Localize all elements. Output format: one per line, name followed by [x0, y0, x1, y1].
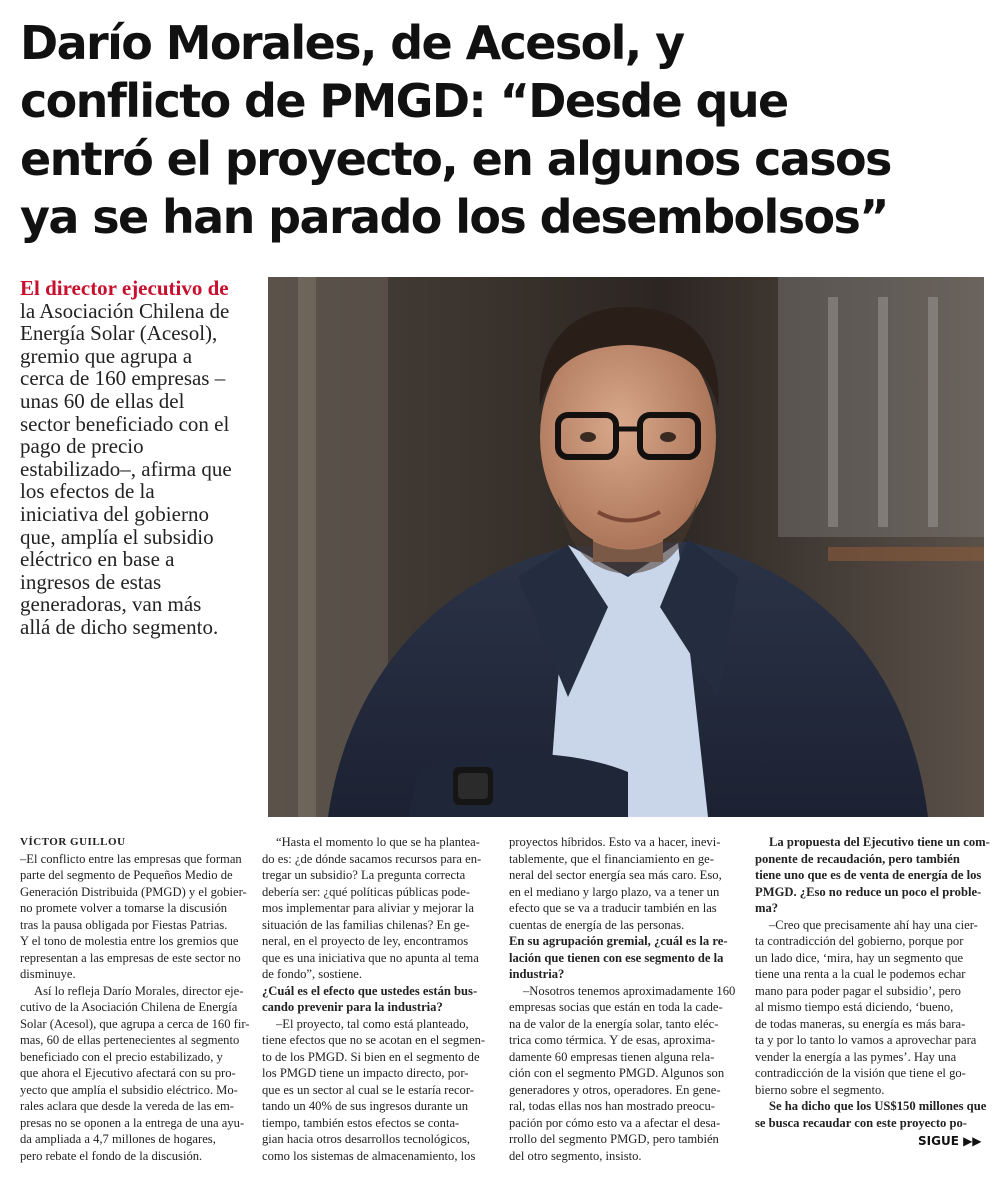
article-line: tando un 40% de sus ingresos durante un — [262, 1099, 469, 1113]
article-line: cuentas de energía de las personas. — [509, 917, 685, 932]
article-line: tregar un subsidio? La pregunta correcta — [262, 868, 466, 882]
article-line: al mismo tiempo está diciendo, ‘bueno, — [755, 1000, 954, 1014]
article-line: pación por cómo esto va a afectar el desa- — [509, 1115, 721, 1130]
article-line: parte del segmento de Pequeños Medio de — [20, 868, 233, 882]
article-line: como los sistemas de almacenamiento, los — [262, 1148, 476, 1163]
article-line: –Creo que precisamente ahí hay una cier- — [769, 917, 978, 932]
lead-line: allá de dicho segmento. — [20, 614, 219, 639]
article-line: ta y por lo tanto lo vamos a aprovechar para — [755, 1033, 977, 1047]
lead-line: pago de precio — [20, 434, 144, 459]
article-line: tiempo, también estos efectos se conta- — [262, 1115, 460, 1130]
question-line: cando prevenir para la industria? — [262, 1000, 443, 1014]
lead-line: iniciativa del gobierno — [20, 501, 209, 526]
article-line: da ampliada a 4,7 millones de hogares, — [20, 1132, 216, 1146]
continue-label: SIGUE ▶▶ — [918, 1134, 982, 1148]
lead-line: ingresos de estas — [20, 569, 162, 594]
question-line: se busca recaudar con este proyecto po- — [755, 1115, 967, 1130]
article-line: tablemente, que el financiamiento en ge- — [509, 851, 714, 866]
lead-line: unas 60 de ellas del — [20, 388, 185, 413]
lead-line: gremio que agrupa a — [20, 343, 193, 368]
article-line: tiene una renta a la cual le podemos echar — [755, 967, 966, 981]
lead-paragraph — [20, 277, 260, 639]
lead-line: cerca de 160 empresas – — [20, 366, 226, 391]
article-line: cutivo de la Asociación Chilena de Energía — [20, 1000, 238, 1014]
byline: VÍCTOR GUILLOU — [20, 836, 126, 848]
article-line: beneficiado con el precio estabilizado, y — [20, 1049, 223, 1064]
article-line: debería ser: ¿qué políticas públicas pode- — [262, 884, 471, 899]
article-line: de fondo”, sostiene. — [262, 967, 363, 981]
question-line: industria? — [509, 967, 565, 981]
lead-line: generadoras, van más — [20, 592, 202, 617]
article-line: situación de las familias chilenas? En ge- — [262, 917, 470, 932]
question-line: ¿Cuál es el efecto que ustedes están bus- — [262, 983, 478, 998]
article-line: mos implementar para aliviar y mejorar la — [262, 901, 474, 915]
article-line: pero rebate el fondo de la discusión. — [20, 1148, 203, 1163]
article-line: Y el tono de molestia entre los gremios que — [20, 934, 239, 948]
lead-line: eléctrico en base a — [20, 547, 175, 572]
article-line: que es una iniciativa que no apunta al tema — [262, 950, 479, 965]
article-line: na de valor de la energía solar, tanto eléc- — [509, 1016, 719, 1031]
lead-line: estabilizado–, afirma que — [20, 456, 232, 481]
article-line: generadores y otros, operadores. En gene- — [509, 1082, 721, 1097]
question-line: tiene uno que es de venta de energía de los — [755, 868, 982, 882]
headline-line: entró el proyecto, en algunos casos — [20, 132, 891, 186]
article-line: gian hacia otros desarrollos tecnológicos, — [262, 1132, 471, 1146]
question-line: La propuesta del Ejecutivo tiene un com- — [769, 835, 990, 849]
article-line: un lado dice, ‘mira, hay un segmento que — [755, 950, 964, 965]
article-line: tiene efectos que no se acotan en el segmen- — [262, 1033, 486, 1047]
article-column-2 — [262, 834, 494, 1164]
question-line: En su agrupación gremial, ¿cuál es la re- — [509, 934, 728, 948]
article-line: no promete volver a tomarse la discusión — [20, 901, 228, 915]
article-line: Generación Distribuida (PMGD) y el gobier- — [20, 884, 247, 899]
article-line: Solar (Acesol), que agrupa a cerca de 160 fir- — [20, 1016, 250, 1031]
article-line: en el mediano y largo plazo, va a tener un — [509, 884, 720, 899]
article-line: “Hasta el momento lo que se ha plantea- — [276, 835, 480, 849]
headline — [20, 14, 980, 246]
article-line: –El conflicto entre las empresas que forman — [20, 851, 242, 866]
article-line: representan a las empresas de este sector no — [20, 950, 241, 965]
article-line: los PMGD tiene un impacto directo, por- — [262, 1066, 469, 1080]
article-column-4 — [755, 834, 990, 1131]
headline-line: conflicto de PMGD: “Desde que — [20, 74, 788, 128]
question-line: ponente de recaudación, pero también — [755, 851, 960, 866]
article-line: do es: ¿de dónde sacamos recursos para en- — [262, 851, 482, 866]
article-line: ral, todas ellas nos han mostrado preocu- — [509, 1099, 715, 1113]
article-line: trica como térmica. Y de esas, aproxima- — [509, 1033, 716, 1047]
article-column-1 — [20, 834, 252, 1164]
article-line: que es un sector al cual se le estaría recor- — [262, 1082, 474, 1097]
article-line: Así lo refleja Darío Morales, director eje- — [34, 983, 244, 998]
article-line: proyectos híbridos. Esto va a hacer, inevi- — [509, 835, 721, 849]
lead-line: que, amplía el subsidio — [20, 524, 214, 549]
question-line: lación que tienen con ese segmento de la — [509, 950, 724, 965]
article-line: to de los PMGD. Si bien en el segmento de — [262, 1049, 480, 1064]
article-line: rales aclara que desde la vereda de las em- — [20, 1099, 234, 1113]
article-line: neral, en el proyecto de ley, encontramos — [262, 934, 469, 948]
article-line: ta contradicción del gobierno, porque por — [755, 934, 964, 948]
article-line: efecto que se va a traducir también en las — [509, 901, 717, 915]
question-line: ma? — [755, 901, 779, 915]
lead-in: El director ejecutivo de — [20, 276, 229, 300]
article-line: disminuye. — [20, 967, 76, 981]
portrait-illustration — [268, 277, 984, 817]
article-line: mano para poder pagar el subsidio’, pero — [755, 983, 961, 998]
article-line: mas, 60 de ellas pertenecientes al segmento — [20, 1033, 240, 1047]
article-line: yecto que amplía el subsidio eléctrico. Mo- — [20, 1082, 238, 1097]
headline-line: ya se han parado los desembolsos” — [20, 190, 888, 244]
article-line: que ahora el Ejecutivo afectará con su pro- — [20, 1066, 236, 1080]
article-line: neral del sector energía sea más caro. Eso, — [509, 868, 722, 882]
portrait-photo — [268, 277, 984, 817]
question-line: PMGD. ¿Eso no reduce un poco el proble- — [755, 884, 982, 899]
article-line: ción con el segmento PMGD. Algunos son — [509, 1066, 725, 1080]
lead-line: la Asociación Chilena de — [20, 298, 230, 323]
article-line: bierno sobre el segmento. — [755, 1082, 885, 1097]
article-line: del otro segmento, insisto. — [509, 1148, 642, 1163]
article-line: –El proyecto, tal como está planteado, — [276, 1016, 469, 1031]
article-line: contradicción de la visión que tiene el go- — [755, 1066, 966, 1080]
lead-line: sector beneficiado con el — [20, 411, 230, 436]
headline-line: Darío Morales, de Acesol, y — [20, 16, 684, 70]
article-line: de todas maneras, su energía es más bara- — [755, 1016, 966, 1031]
article-line: damente 60 empresas tienen alguna rela- — [509, 1049, 715, 1064]
question-line: Se ha dicho que los US$150 millones que — [769, 1099, 987, 1113]
article-line: –Nosotros tenemos aproximadamente 160 — [523, 983, 736, 998]
article-line: tras la pausa obligada por Fiestas Patrias. — [20, 917, 228, 932]
article-line: vender la energía a las pymes’. Hay una — [755, 1049, 957, 1064]
lead-line: los efectos de la — [20, 479, 155, 504]
article-column-3 — [509, 834, 741, 1164]
lead-line: Energía Solar (Acesol), — [20, 321, 218, 346]
article-line: empresas socias que están en toda la cade- — [509, 1000, 723, 1014]
article-line: rrollo del segmento PMGD, pero también — [509, 1132, 719, 1146]
article-line: presas no se oponen a la entrega de una ayu- — [20, 1115, 245, 1130]
